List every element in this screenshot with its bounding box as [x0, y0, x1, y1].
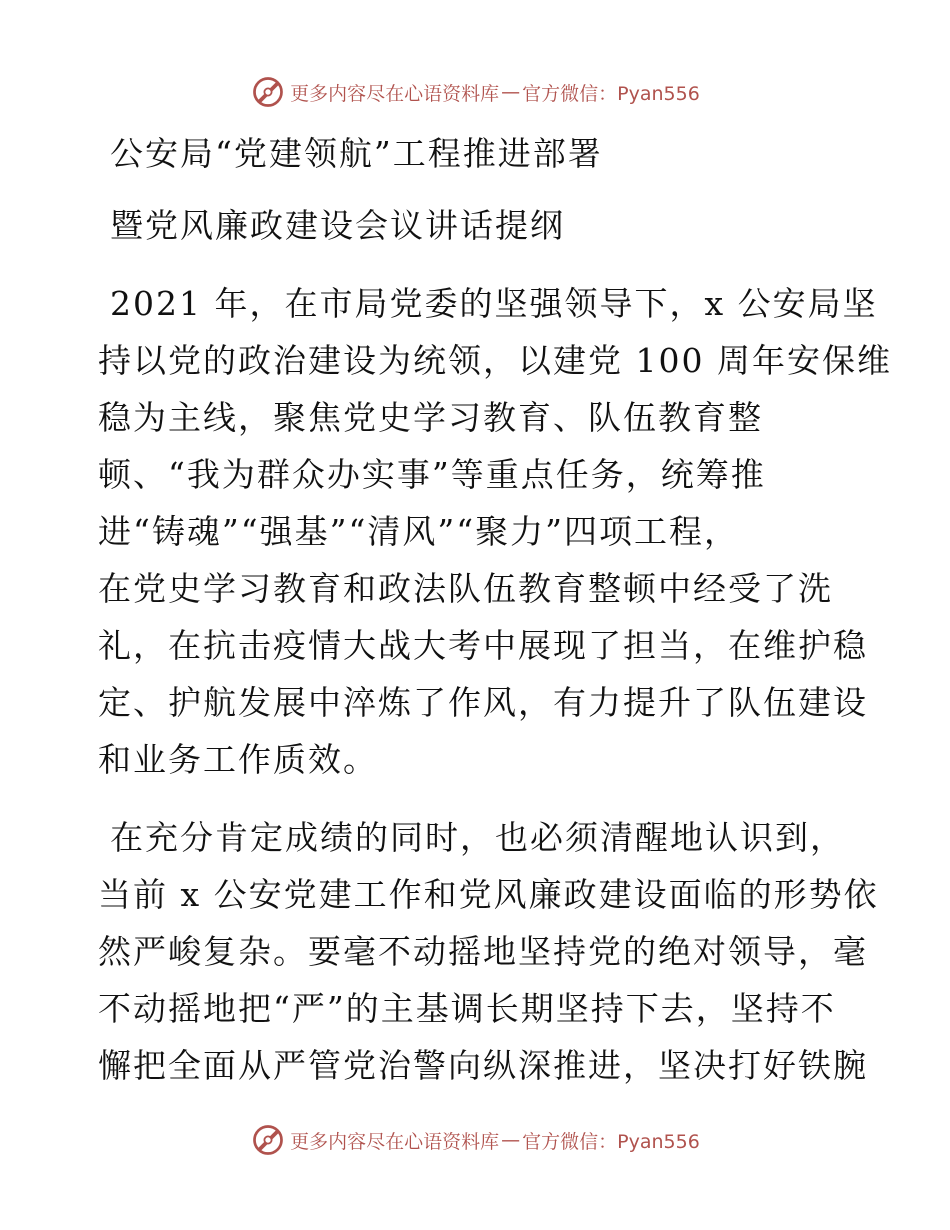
paragraph-line: 2021 年，在市局党委的坚强领导下，x 公安局坚 — [110, 284, 878, 323]
paragraph-line: 持以党的政治建设为统领，以建党 100 周年安保维 — [98, 341, 892, 380]
watermark-contact: 官方微信：Pyan556 — [522, 82, 700, 105]
paragraph-line: 在党史学习教育和政法队伍教育整顿中经受了洗 — [98, 569, 833, 608]
paragraph-line: 礼，在抗击疫情大战大考中展现了担当，在维护稳 — [98, 626, 868, 665]
document-title-line-1: 公安局“党建领航”工程推进部署 — [110, 134, 603, 173]
paragraph-line: 和业务工作质效。 — [98, 740, 378, 779]
paragraph-line: 顿、“我为群众办实事”等重点任务，统筹推 — [98, 455, 766, 494]
paragraph-line: 稳为主线，聚焦党史学习教育、队伍教育整 — [98, 398, 763, 437]
paragraph-line: 然严峻复杂。要毫不动摇地坚持党的绝对领导，毫 — [98, 932, 868, 971]
watermark-banner-bottom — [0, 1122, 950, 1158]
quill-seal-icon — [250, 1122, 286, 1158]
quill-seal-icon — [250, 74, 286, 110]
watermark-separator: — — [501, 1129, 521, 1151]
watermark-text: 更多内容尽在心语资料库 — [290, 1130, 500, 1153]
paragraph-line: 当前 x 公安党建工作和党风廉政建设面临的形势依 — [98, 875, 879, 914]
paragraph-line: 懈把全面从严管党治警向纵深推进，坚决打好铁腕 — [98, 1046, 868, 1085]
paragraph-line: 定、护航发展中淬炼了作风，有力提升了队伍建设 — [98, 683, 868, 722]
watermark-separator: — — [501, 81, 521, 103]
paragraph-line: 不动摇地把“严”的主基调长期坚持下去，坚持不 — [98, 989, 836, 1028]
paragraph-line: 在充分肯定成绩的同时，也必须清醒地认识到， — [110, 818, 845, 857]
watermark-text: 更多内容尽在心语资料库 — [290, 82, 500, 105]
watermark-contact: 官方微信：Pyan556 — [522, 1130, 700, 1153]
watermark-banner-top — [0, 74, 950, 110]
document-title-line-2: 暨党风廉政建设会议讲话提纲 — [110, 206, 565, 245]
paragraph-line: 进“铸魂”“强基”“清风”“聚力”四项工程， — [98, 512, 739, 551]
